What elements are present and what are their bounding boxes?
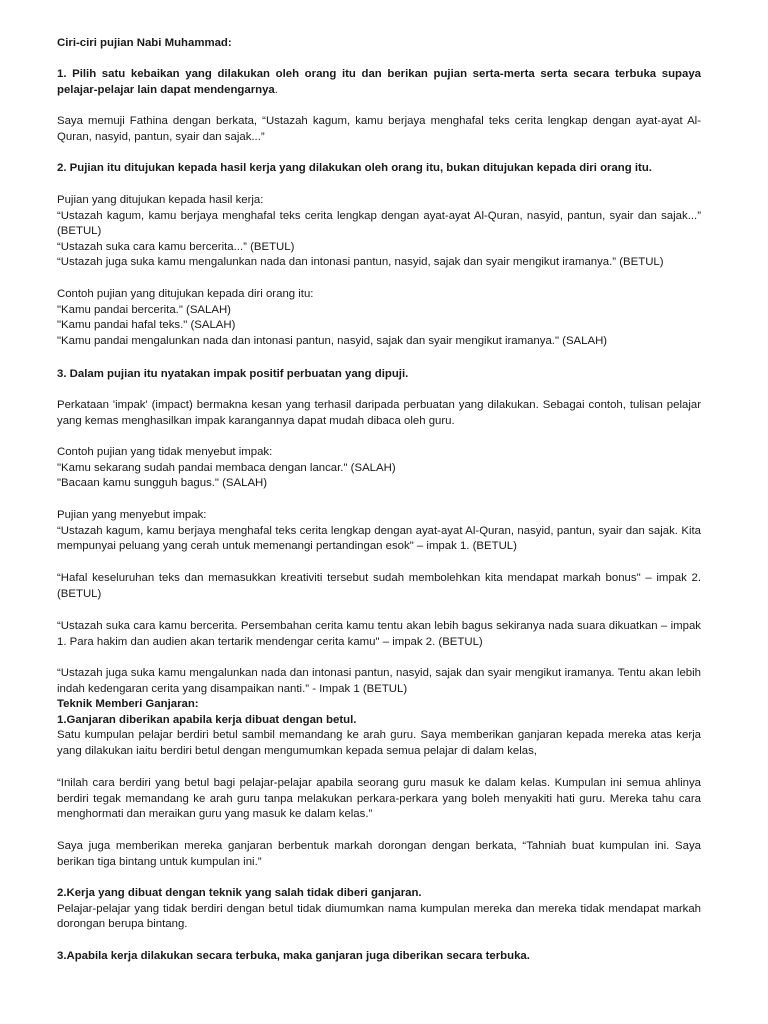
praise-person-example: "Kamu pandai bercerita." (SALAH): [57, 303, 231, 316]
praise-person-intro: Contoh pujian yang ditujukan kepada diri orang itu:: [57, 288, 314, 300]
reward-section: [57, 666, 701, 760]
no-impact-example: "Kamu sekarang sudah pandai membaca dengan lancar." (SALAH): [57, 461, 396, 474]
no-impact-intro: Contoh pujian yang tidak menyebut impak:: [57, 446, 273, 458]
impact-examples: [57, 508, 701, 555]
impact-example-3: “Ustazah suka cara kamu bercerita. Persembahan cerita kamu tentu akan lebih bagus sekiranya nada suara dikuatkan – impak 1. Para hakim dan audien akan tertarik mendengar cerita kamu" – impak 2. (BETUL): [57, 620, 701, 648]
praise-person-examples: [57, 287, 701, 349]
praise-work-example: “Ustazah suka cara kamu bercerita...” (BETUL): [57, 240, 295, 253]
point-1-tail: .: [274, 83, 278, 96]
reward-point-1: 1.Ganjaran diberikan apabila kerja dibuat dengan betul.: [57, 713, 357, 726]
point-3: 3. Dalam pujian itu nyatakan impak positif perbuatan yang dipuji.: [57, 368, 409, 380]
impact-definition: Perkataan 'impak' (impact) bermakna kesan yang terhasil daripada perbuatan yang dilakukan. Sebagai contoh, tulisan pelajar yang kemas menghasilkan impak karangannya dapat mudah dibaca oleh guru.: [57, 399, 701, 427]
praise-work-examples: [57, 193, 701, 271]
reward-point-2-body: Pelajar-pelajar yang tidak berdiri dengan betul tidak diumumkan nama kumpulan mereka dan mereka tidak mendapat markah dorongan berupa bintang.: [57, 902, 701, 931]
impact-intro: Pujian yang menyebut impak:: [57, 509, 207, 521]
point-2: 2. Pujian itu ditujukan kepada hasil kerja yang dilakukan oleh orang itu, bukan ditujukan kepada diri orang itu.: [57, 162, 652, 174]
point-1-text: 1. Pilih satu kebaikan yang dilakukan oleh orang itu dan berikan pujian serta-merta serta secara terbuka supaya pelajar-pelajar lain dapat mendengarnya: [57, 68, 701, 96]
praise-work-intro: Pujian yang ditujukan kepada hasil kerja:: [57, 194, 264, 206]
impact-example: “Ustazah kagum, kamu berjaya menghafal teks cerita lengkap dengan ayat-ayat Al-Quran, nasyid, pantun, syair dan sajak. Kita mempunyai peluang yang cerah untuk memenangi pertandingan esok" – impak 1. (BETUL): [57, 524, 701, 553]
announcement-quote: “Inilah cara berdiri yang betul bagi pelajar-pelajar apabila seorang guru masuk ke dalam kelas. Kumpulan ini semua ahlinya berdiri tegak memandang ke arah guru tanpa melakukan perkara-perkara yang boleh menyakiti hati guru. Mereka tahu cara menghormati dan meraikan guru yang masuk ke dalam kelas.”: [57, 777, 701, 821]
reward-point-2-block: [57, 886, 701, 933]
reward-point-2: 2.Kerja yang dibuat dengan teknik yang salah tidak diberi ganjaran.: [57, 887, 422, 899]
reward-point-1-body: Satu kumpulan pelajar berdiri betul sambil memandang ke arah guru. Saya memberikan ganjaran kepada mereka atas kerja yang dilakukan iaitu berdiri betul dengan mengumumkan kepada semua pelajar di dalam kelas,: [57, 729, 701, 757]
praise-work-example: “Ustazah juga suka kamu mengalunkan nada dan intonasi pantun, nasyid, sajak dan syair mengikut iramanya.” (BETUL): [57, 256, 664, 269]
no-impact-examples: [57, 445, 701, 492]
impact-example-2: “Hafal keseluruhan teks dan memasukkan kreativiti tersebut sudah membolehkan kita mendapat markah bonus" – impak 2. (BETUL): [57, 572, 701, 600]
impact-example-4: “Ustazah juga suka kamu mengalunkan nada dan intonasi pantun, nasyid, sajak dan syair mengikut iramanya. Tentu akan lebih indah kedengaran cerita yang disampaikan nanti.” - Impak 1 (BETUL): [57, 667, 701, 695]
example-paragraph-1: Saya memuji Fathina dengan berkata, “Ustazah kagum, kamu berjaya menghafal teks cerita lengkap dengan ayat-ayat Al-Quran, nasyid, pantun, syair dan sajak...”: [57, 115, 701, 143]
praise-work-example: “Ustazah kagum, kamu berjaya menghafal teks cerita lengkap dengan ayat-ayat Al-Quran, nasyid, pantun, syair dan sajak...” (BETUL): [57, 209, 701, 238]
reward-techniques-heading: Teknik Memberi Ganjaran:: [57, 698, 199, 711]
no-impact-example: "Bacaan kamu sungguh bagus." (SALAH): [57, 477, 268, 490]
point-1: [57, 67, 701, 98]
reward-point-3: 3.Apabila kerja dilakukan secara terbuka, maka ganjaran juga diberikan secara terbuka.: [57, 950, 530, 962]
document-heading: Ciri-ciri pujian Nabi Muhammad:: [57, 37, 232, 49]
reward-marks-paragraph: Saya juga memberikan mereka ganjaran berbentuk markah dorongan dengan berkata, “Tahniah buat kumpulan ini. Saya berikan tiga bintang untuk kumpulan ini.”: [57, 840, 701, 868]
praise-person-example: "Kamu pandai mengalunkan nada dan intonasi pantun, nasyid, sajak dan syair mengikut iramanya." (SALAH): [57, 334, 608, 347]
praise-person-example: "Kamu pandai hafal teks." (SALAH): [57, 319, 236, 332]
